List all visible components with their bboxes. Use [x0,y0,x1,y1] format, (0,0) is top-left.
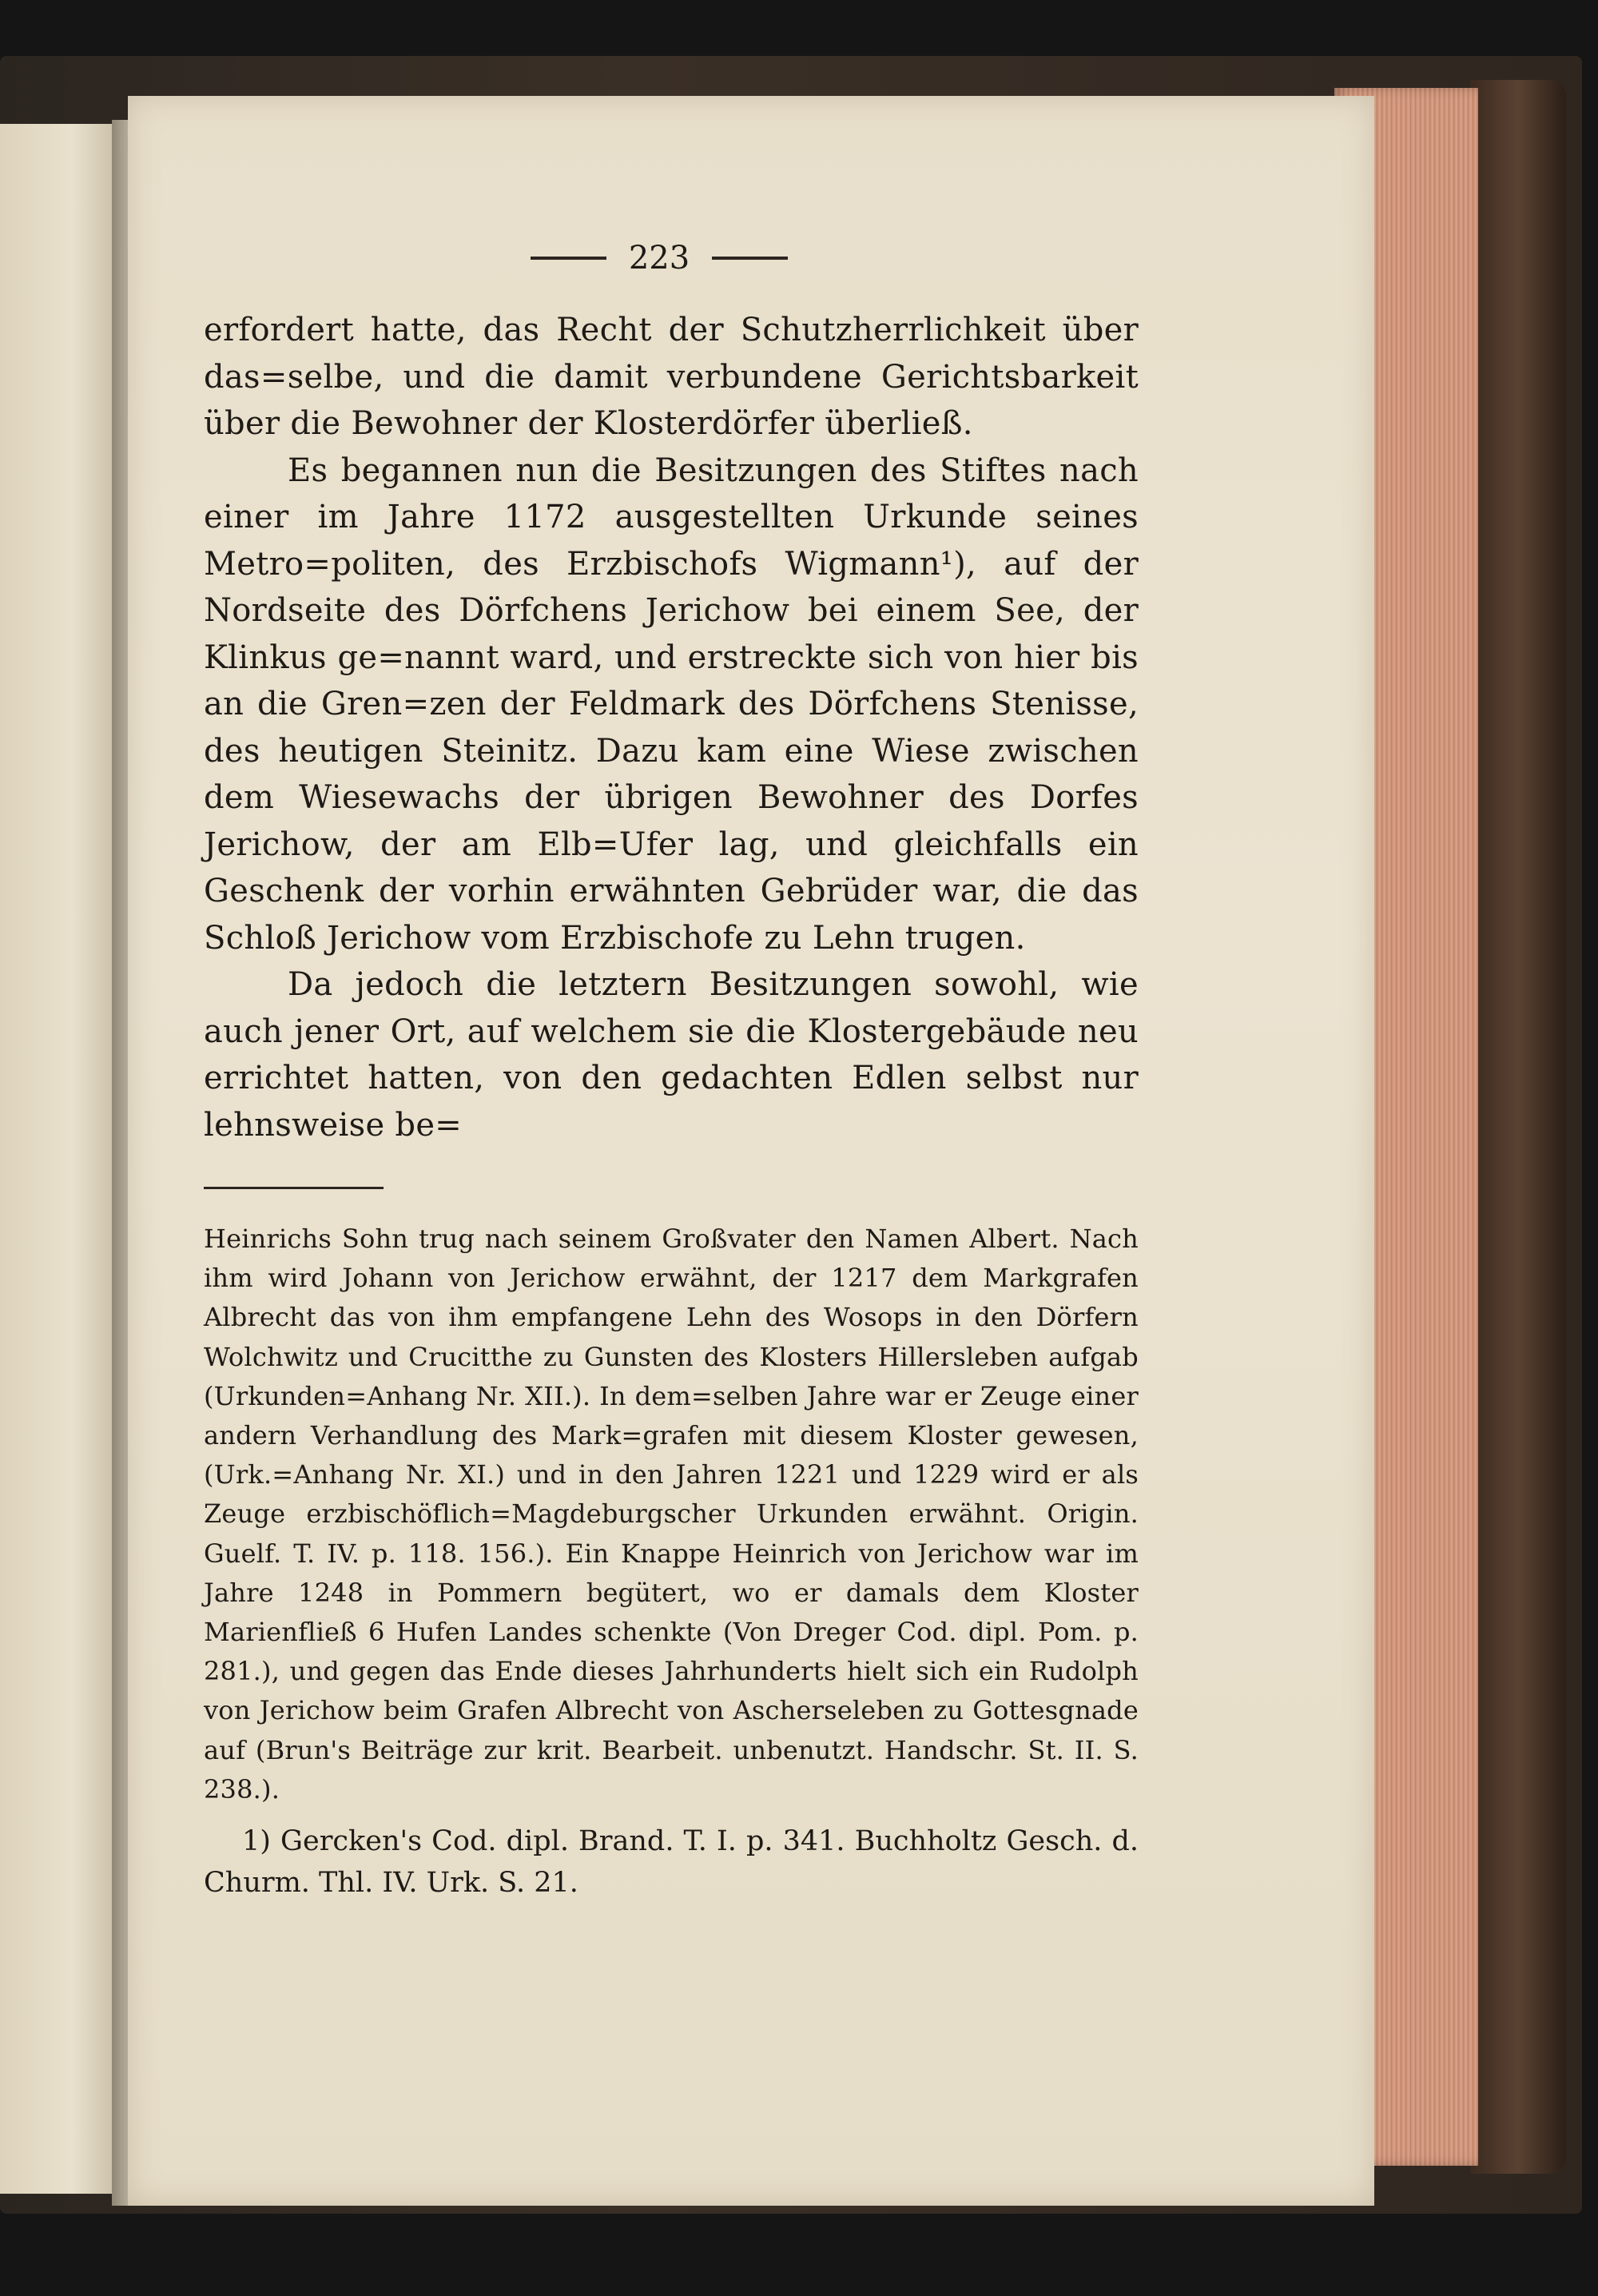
paragraph: Da jedoch die letztern Besitzungen sowohl, wie auch jener Ort, auf welchem sie die Klostergebäude neu errichtet hatten, von den gedachten Edlen selbst nur lehnsweise be= [204,966,1139,1144]
footnote [204,1220,1139,1809]
reference-paragraph: 1) Gercken's Cod. dipl. Brand. T. I. p. 341. Buchholtz Gesch. d. Churm. Thl. IV. Urk. S. 21. [204,1825,1139,1900]
page-number: 223 [628,240,690,277]
header-dash-right [712,257,788,260]
reference-note [204,1820,1139,1904]
header-dash-left [531,257,606,260]
paragraph: erfordert hatte, das Recht der Schutzherrlichkeit über das=selbe, und die damit verbundene Gerichtsbarkeit über die Bewohner der Klosterdörfer überließ. [204,312,1139,442]
footnote-divider [204,1187,384,1189]
footnote-paragraph: Heinrichs Sohn trug nach seinem Großvater den Namen Albert. Nach ihm wird Johann von Jerichow erwähnt, der 1217 dem Markgrafen Albrecht das von ihm empfangene Lehn des Wosops in den Dörfern Wolchwitz und Crucitthe zu Gunsten des Klosters Hillersleben aufgab (Urkunden=Anhang Nr. XII.). In dem=selben Jahre war er Zeuge einer andern Verhandlung des Mark=grafen mit diesem Kloster gewesen, (Urk.=Anhang Nr. XI.) und in den Jahren 1221 und 1229 wird er als Zeuge erzbischöflich=Magdeburgscher Urkunden erwähnt. Origin. Guelf. T. IV. p. 118. 156.). Ein Knappe Heinrich von Jerichow war im Jahre 1248 in Pommern begütert, wo er damals dem Kloster Marienfließ 6 Hufen Landes schenkte (Von Dreger Cod. dipl. Pom. p. 281.), und gegen das Ende dieses Jahrhunderts hielt sich ein Rudolph von Jerichow beim Grafen Albrecht von Ascherseleben zu Gottesgnade auf (Brun's Beiträge zur krit. Bearbeit. unbenutzt. Handschr. St. II. S. 238.). [204,1224,1139,1805]
page-header [260,240,1059,277]
left-page-edge [0,124,120,2194]
paragraph: Es begannen nun die Besitzungen des Stiftes nach einer im Jahre 1172 ausgestellten Urkunde seines Metro=politen, des Erzbischofs Wigmann¹), auf der Nordseite des Dörfchens Jerichow bei einem See, der Klinkus ge=nannt ward, und erstreckte sich von hier bis an die Gren=zen der Feldmark des Dörfchens Stenisse, des heutigen Steinitz. Dazu kam eine Wiese zwischen dem Wiesewachs der übrigen Bewohner des Dorfes Jerichow, der am Elb=Ufer lag, und gleichfalls ein Geschenk der vorhin erwähnten Gebrüder war, die das Schloß Jerichow vom Erzbischofe zu Lehn trugen. [204,452,1139,957]
page-content [204,240,1139,1904]
cover-edge [1470,80,1566,2174]
main-text [204,307,1139,1148]
